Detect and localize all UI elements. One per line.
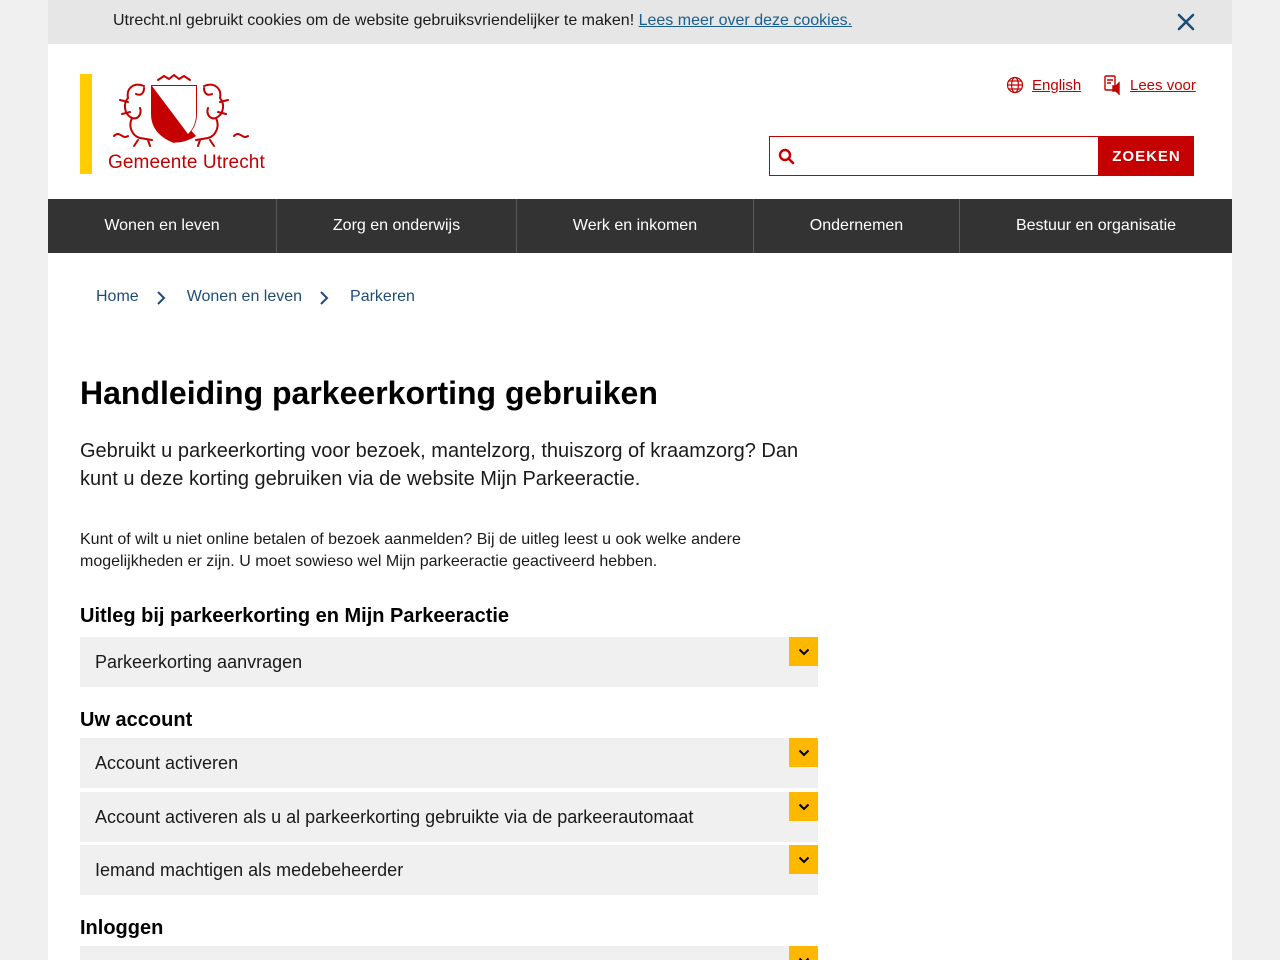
logo-yellow-bar xyxy=(80,74,92,174)
accordion-item[interactable] xyxy=(80,845,818,895)
cookie-message xyxy=(113,11,852,31)
language-link[interactable] xyxy=(1006,74,1081,96)
read-aloud-link[interactable] xyxy=(1104,74,1196,96)
search-input[interactable] xyxy=(802,138,1096,174)
page-title: Handleiding parkeerkorting gebruiken xyxy=(80,375,658,411)
chevron-down-icon[interactable] xyxy=(789,637,818,666)
chevron-down-icon[interactable] xyxy=(789,845,818,874)
accordion-item[interactable] xyxy=(80,792,818,842)
accordion-label: Account activeren xyxy=(95,753,239,773)
cookie-banner xyxy=(48,0,1232,44)
section-heading-inloggen: Inloggen xyxy=(80,917,164,939)
coat-of-arms-icon xyxy=(108,74,272,148)
logo[interactable] xyxy=(80,74,276,176)
globe-icon xyxy=(1006,76,1024,94)
cookie-message-text: Utrecht.nl gebruikt cookies om de website gebruiksvriendelijker te maken! xyxy=(113,12,635,29)
accordion-label: Iemand machtigen als medebeheerder xyxy=(95,860,404,880)
cookie-more-link[interactable]: Lees meer over deze cookies. xyxy=(638,12,853,29)
search-form xyxy=(769,136,1194,176)
chevron-down-icon[interactable] xyxy=(789,946,818,960)
section-heading-account: Uw account xyxy=(80,709,193,731)
accordion-item[interactable] xyxy=(80,637,818,687)
accordion-label: Account activeren als u al parkeerkorting gebruikte via de parkeerautomaat xyxy=(95,807,694,827)
body-text: Kunt of wilt u niet online betalen of bezoek aanmelden? Bij de uitleg leest u ook welke andere mogelijkheden er zijn. U moet sowieso wel Mijn parkeeractie geactiveerd hebben. xyxy=(80,531,741,570)
search-field xyxy=(769,136,1099,176)
nav-item-bestuur-en-organisatie[interactable]: Bestuur en organisatie xyxy=(1015,217,1177,234)
main-navigation xyxy=(48,199,1232,253)
breadcrumb xyxy=(96,287,415,307)
accordion-label: Parkeerkorting aanvragen xyxy=(95,652,303,672)
nav-item-werk-en-inkomen[interactable]: Werk en inkomen xyxy=(517,199,754,253)
chevron-down-icon[interactable] xyxy=(789,792,818,821)
accordion-item[interactable] xyxy=(80,738,818,788)
breadcrumb-home[interactable]: Home xyxy=(96,288,139,305)
chevron-right-icon xyxy=(139,289,187,305)
nav-item-ondernemen[interactable]: Ondernemen xyxy=(754,199,960,253)
section-heading-uitleg: Uitleg bij parkeerkorting en Mijn Parkeeractie xyxy=(80,605,510,627)
breadcrumb-parkeren[interactable]: Parkeren xyxy=(350,288,415,305)
chevron-right-icon xyxy=(302,289,350,305)
intro-text: Gebruikt u parkeerkorting voor bezoek, mantelzorg, thuiszorg of kraamzorg? Dan kunt u deze korting gebruiken via de website Mijn Parkeeractie. xyxy=(80,440,799,490)
breadcrumb-wonen-en-leven[interactable]: Wonen en leven xyxy=(186,288,303,305)
chevron-down-icon[interactable] xyxy=(789,738,818,767)
language-label: English xyxy=(1032,76,1082,94)
nav-item-wonen-en-leven[interactable]: Wonen en leven xyxy=(48,199,277,253)
nav-item-zorg-en-onderwijs[interactable]: Zorg en onderwijs xyxy=(277,199,517,253)
speaker-icon xyxy=(1104,75,1122,95)
accordion-item[interactable] xyxy=(80,946,818,960)
read-aloud-label: Lees voor xyxy=(1130,76,1196,94)
logo-wordmark: Gemeente Utrecht xyxy=(108,152,265,173)
close-icon[interactable] xyxy=(1174,10,1198,34)
page xyxy=(48,44,1232,960)
search-icon xyxy=(778,148,795,165)
search-button[interactable]: ZOEKEN xyxy=(1099,136,1194,176)
